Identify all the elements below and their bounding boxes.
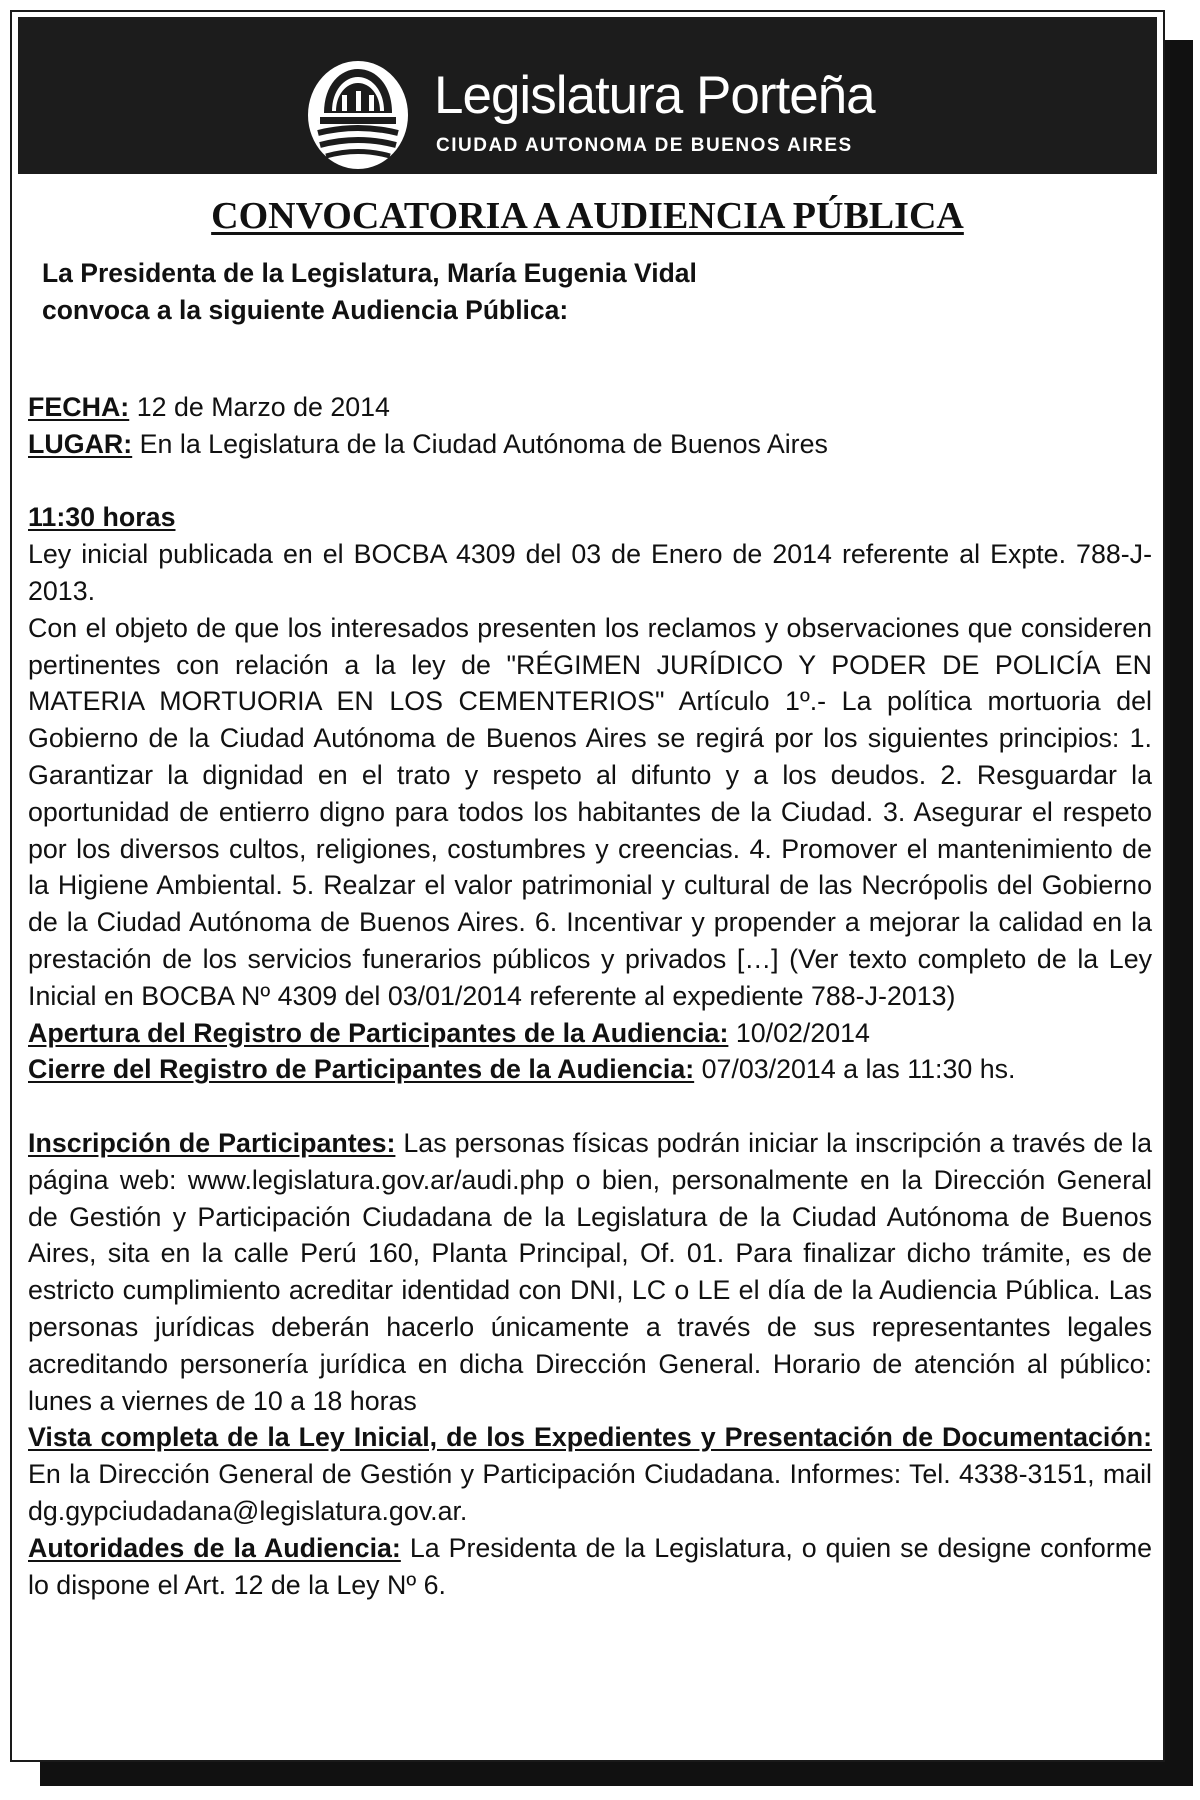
fecha-row xyxy=(28,389,1152,426)
brand-subtitle: CIUDAD AUTONOMA DE BUENOS AIRES xyxy=(436,135,853,156)
apertura-label: Apertura del Registro de Participantes de la Audiencia: xyxy=(28,1017,729,1048)
apertura-row xyxy=(28,1015,1152,1052)
autoridades-label: Autoridades de la Audiencia: xyxy=(28,1532,401,1563)
lugar-row xyxy=(28,426,1152,463)
session-time xyxy=(28,499,1152,536)
lugar-label: LUGAR: xyxy=(28,428,133,459)
vista-text: En la Dirección General de Gestión y Participación Ciudadana. Informes: Tel. 4338-3151, mail dg.gypciudadana@legislatura.gov.ar. xyxy=(28,1459,1152,1526)
notice-frame xyxy=(10,10,1165,1762)
autoridades-text: La Presidenta de la Legislatura, o quien se designe conforme lo dispone el Art. 12 de la Ley Nº 6. xyxy=(28,1532,1152,1600)
inscripcion-text: Las personas físicas podrán iniciar la inscripción a través de la página web: www.legislatura.gov.ar/audi.php o bien, personalmente en la Dirección General de Gestión y Participación Ciudadana de la Legislatura de la Ciudad Autónoma de Buenos Aires, sita en la calle Perú 160, Planta Principal, Of. 01. Para finalizar dicho trámite, es de estricto cumplimiento acreditar identidad con DNI, LC o LE el día de la Audiencia Pública. Las personas jurídicas deberán hacerlo únicamente a través de sus representantes legales acreditando personería jurídica en dicha Dirección General. Horario de atención al público: lunes a viernes de 10 a 18 horas xyxy=(28,1127,1152,1416)
header-banner xyxy=(18,17,1157,174)
cierre-value: 07/03/2014 a las 11:30 hs. xyxy=(701,1054,1016,1085)
intro-line-2: convoca a la siguiente Audiencia Pública: xyxy=(42,295,569,325)
cierre-label: Cierre del Registro de Participantes de la Audiencia: xyxy=(28,1054,695,1085)
vista-label: Vista completa de la Ley Inicial, de los Expedientes y Presentación de Documentación: xyxy=(28,1422,1152,1453)
page-title: CONVOCATORIA A AUDIENCIA PÚBLICA xyxy=(211,195,964,237)
vista-paragraph xyxy=(28,1419,1152,1529)
autoridades-paragraph xyxy=(28,1530,1152,1604)
inscripcion-label: Inscripción de Participantes: xyxy=(28,1127,396,1158)
cierre-row xyxy=(28,1051,1152,1088)
fecha-label: FECHA: xyxy=(28,392,130,422)
ley-inicial-text: Ley inicial publicada en el BOCBA 4309 del 03 de Enero de 2014 referente al Expte. 788-J-2013. xyxy=(28,539,1152,606)
fecha-value: 12 de Marzo de 2014 xyxy=(136,392,390,422)
inscripcion-paragraph xyxy=(28,1125,1152,1419)
brand-name: Legislatura Porteña xyxy=(434,66,875,125)
intro xyxy=(42,255,697,329)
apertura-value: 10/02/2014 xyxy=(735,1017,870,1048)
legislature-dome-icon xyxy=(306,45,410,169)
notice-body xyxy=(28,389,1152,1603)
lugar-value: En la Legislatura de la Ciudad Autónoma de Buenos Aires xyxy=(139,428,828,459)
intro-line-1: La Presidenta de la Legislatura, María Eugenia Vidal xyxy=(42,258,697,288)
objeto-text: Con el objeto de que los interesados presenten los reclamos y observaciones que consideren pertinentes con relación a la ley de "RÉGIMEN JURÍDICO Y PODER DE POLICÍA EN MATERIA MORTUORIA EN LOS CEMENTERIOS" Artículo 1º.- La política mortuoria del Gobierno de la Ciudad Autónoma de Buenos Aires se regirá por los siguientes principios: 1. Garantizar la dignidad en el trato y respeto al difunto y a los deudos. 2. Resguardar la oportunidad de entierro digno para todos los habitantes de la Ciudad. 3. Asegurar el respeto por los diversos cultos, religiones, costumbres y creencias. 4. Promover el mantenimiento de la Higiene Ambiental. 5. Realzar el valor patrimonial y cultural de las Necrópolis del Gobierno de la Ciudad Autónoma de Buenos Aires. 6. Incentivar y propender a mejorar la calidad en la prestación de los servicios funerarios públicos y privados […] (Ver texto completo de la Ley Inicial en BOCBA Nº 4309 del 03/01/2014 referente al expediente 788-J-2013) xyxy=(28,612,1152,1011)
session-time-label: 11:30 horas xyxy=(28,502,176,533)
